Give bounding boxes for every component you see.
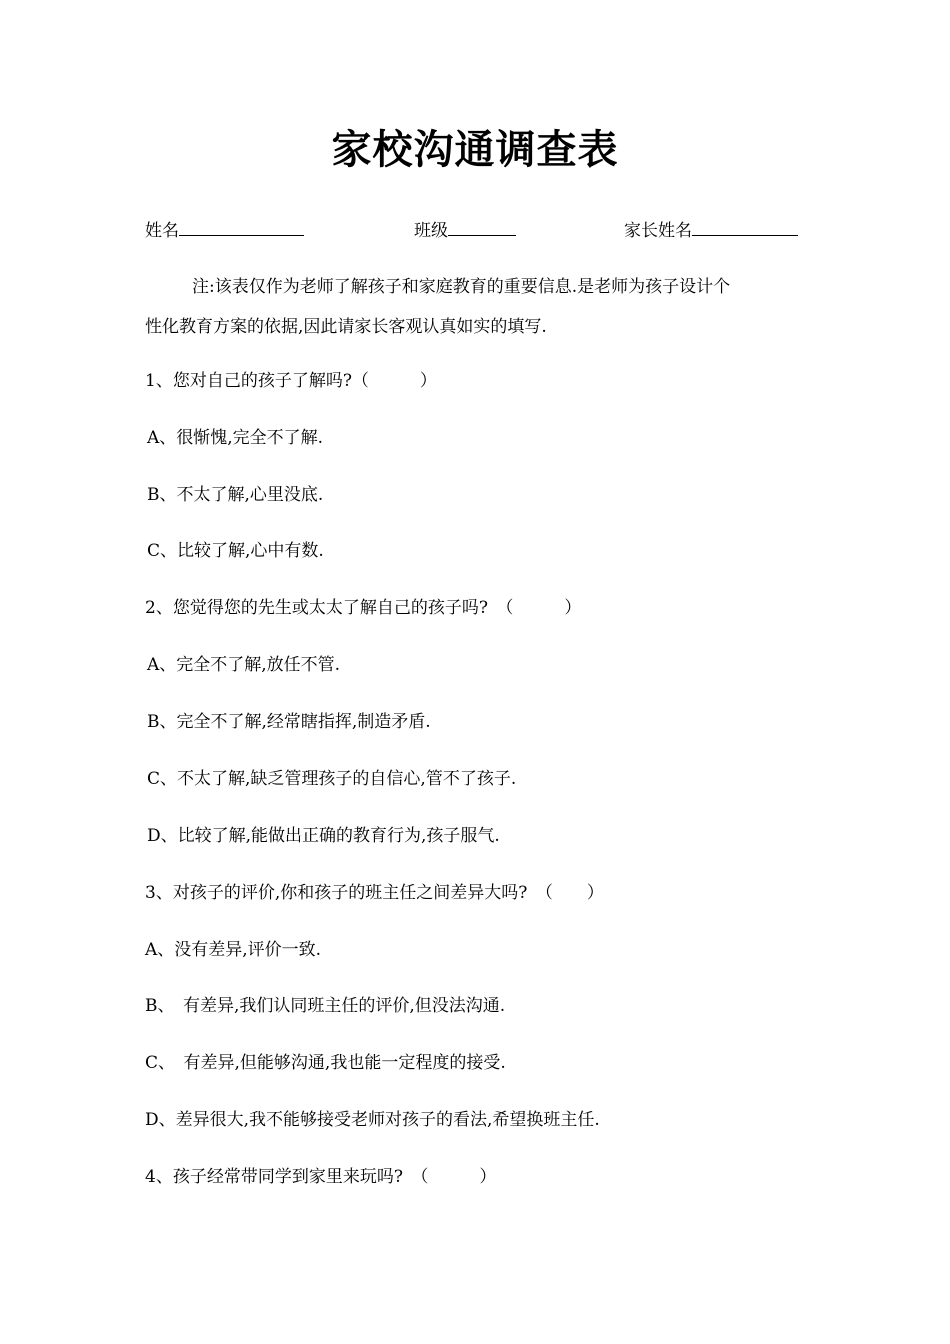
note-line-1: 注:该表仅作为老师了解孩子和家庭教育的重要信息.是老师为孩子设计个 [192, 277, 731, 297]
student-name-field [145, 218, 304, 243]
page-title: 家校沟通调查表 [331, 127, 619, 173]
question-1: 1、您对自己的孩子了解吗?（ ） [145, 371, 437, 391]
question-2: 2、您觉得您的先生或太太了解自己的孩子吗? （ ） [145, 598, 582, 618]
class-label: 班级 [414, 221, 448, 241]
question-2-option-a: A、完全不了解,放任不管. [147, 655, 341, 675]
question-3-option-a: A、没有差异,评价一致. [145, 940, 322, 960]
student-name-label: 姓名 [145, 221, 179, 241]
parent-name-label: 家长姓名 [624, 221, 692, 241]
question-1-option-b: B、不太了解,心里没底. [147, 485, 324, 505]
parent-name-blank[interactable] [692, 218, 798, 236]
class-blank[interactable] [448, 218, 516, 236]
question-3-option-d: D、差异很大,我不能够接受老师对孩子的看法,希望换班主任. [145, 1110, 600, 1130]
question-3: 3、对孩子的评价,你和孩子的班主任之间差异大吗? （ ） [145, 883, 604, 903]
question-2-option-d: D、比较了解,能做出正确的教育行为,孩子服气. [147, 826, 500, 846]
question-1-option-c: C、比较了解,心中有数. [147, 541, 324, 561]
question-4: 4、孩子经常带同学到家里来玩吗? （ ） [145, 1167, 497, 1187]
parent-name-field [624, 218, 798, 243]
question-3-option-c: C、 有差异,但能够沟通,我也能一定程度的接受. [145, 1053, 506, 1073]
note-line-2: 性化教育方案的依据,因此请家长客观认真如实的填写. [145, 317, 547, 337]
student-name-blank[interactable] [179, 218, 304, 236]
question-1-option-a: A、很惭愧,完全不了解. [147, 428, 324, 448]
question-3-option-b: B、 有差异,我们认同班主任的评价,但没法沟通. [145, 996, 506, 1016]
question-2-option-b: B、完全不了解,经常瞎指挥,制造矛盾. [147, 712, 431, 732]
class-field [414, 218, 516, 243]
question-2-option-c: C、不太了解,缺乏管理孩子的自信心,管不了孩子. [147, 769, 517, 789]
